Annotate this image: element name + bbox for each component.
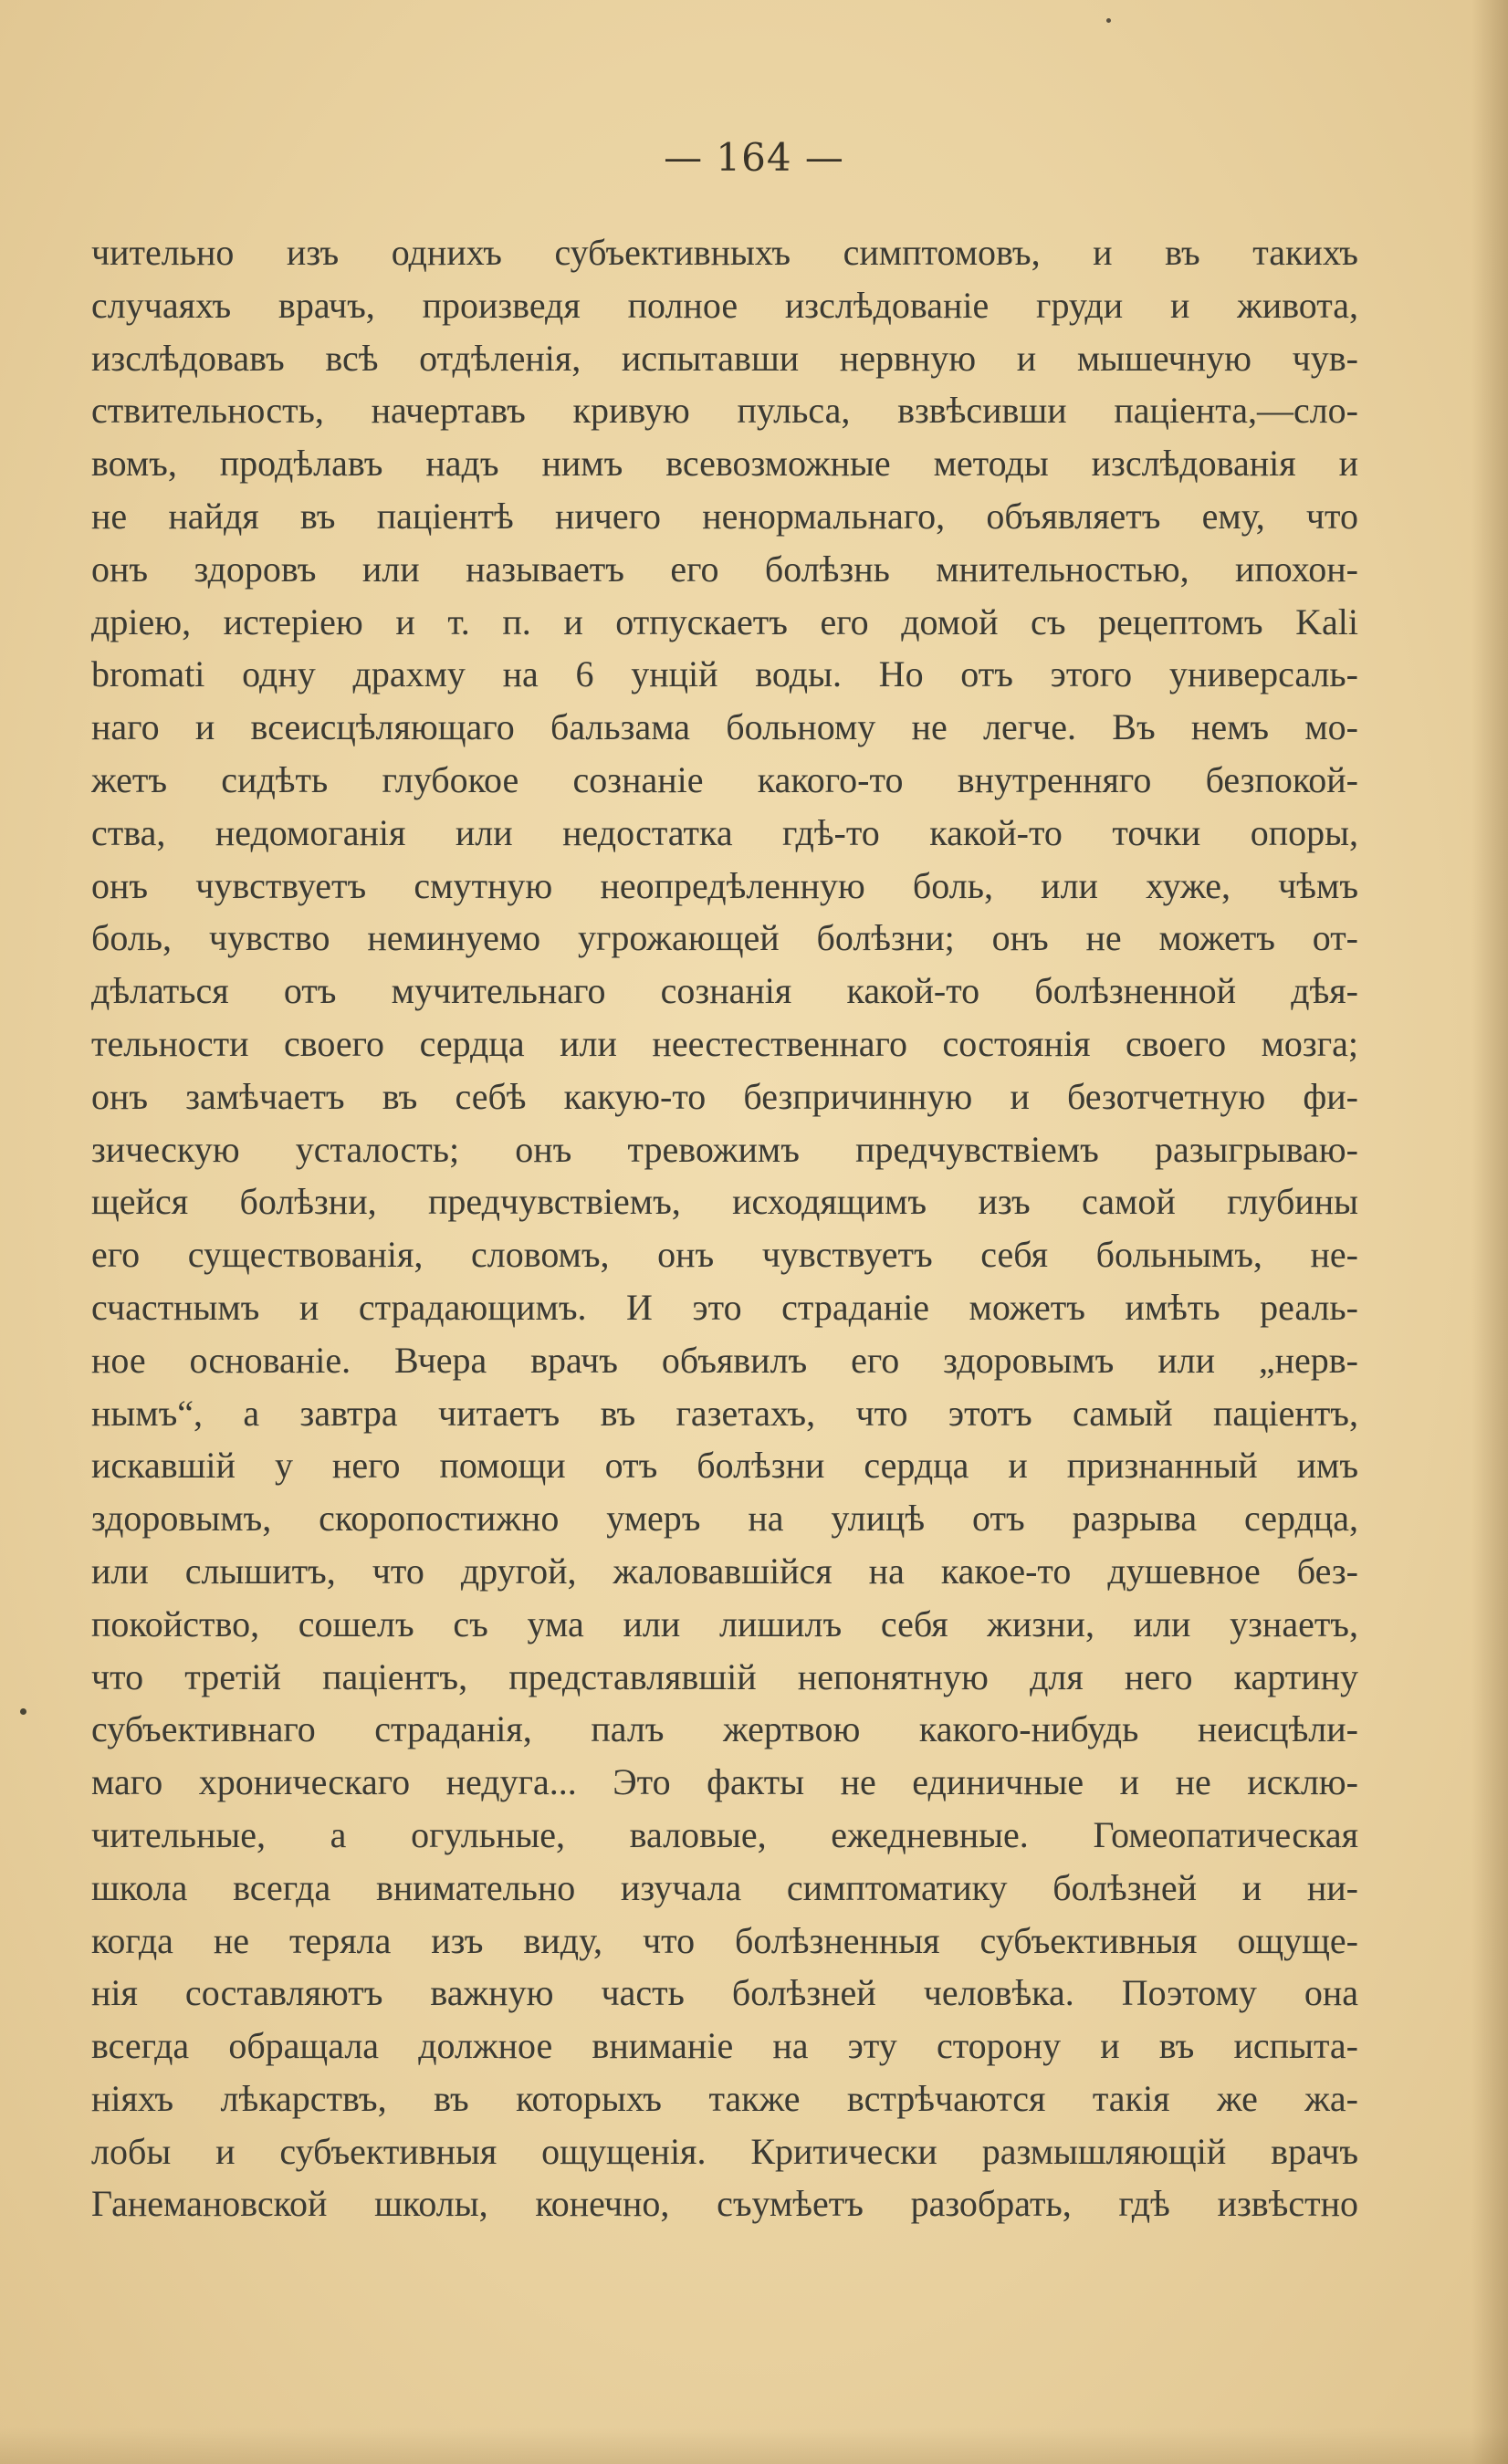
text-line: субъективнаго страданія, палъ жертвою какого-нибудь неисцѣли- (91, 1708, 1358, 1750)
text-line: не найдя въ паціентѣ ничего ненормальнаго, объявляетъ ему, что (91, 495, 1358, 537)
text-line: лобы и субъективныя ощущенія. Критически размышляющій врачъ (91, 2130, 1358, 2172)
text-line: изслѣдовавъ всѣ отдѣленія, испытавши нервную и мышечную чув- (91, 337, 1358, 379)
text-line: ства, недомоганія или недостатка гдѣ-то какой-то точки опоры, (91, 811, 1358, 853)
text-line: чительные, а огульные, валовые, ежедневные. Гомеопатическая (91, 1813, 1358, 1855)
paper-speck (1106, 18, 1111, 23)
text-line: что третій паціентъ, представлявшій непонятную для него картину (91, 1655, 1358, 1697)
text-line: онъ чувствуетъ смутную неопредѣленную боль, или хуже, чѣмъ (91, 864, 1358, 906)
text-line: наго и всеисцѣляющаго бальзама больному не легче. Въ немъ мо- (91, 706, 1358, 748)
text-line: жетъ сидѣть глубокое сознаніе какого-то внутренняго безпокой- (91, 758, 1358, 800)
text-line: искавшій у него помощи отъ болѣзни сердца и признанный имъ (91, 1445, 1358, 1487)
text-line: или слышитъ, что другой, жаловавшійся на какое-то душевное без- (91, 1550, 1358, 1592)
text-line: щейся болѣзни, предчувствіемъ, исходящимъ изъ самой глубины (91, 1181, 1358, 1223)
page-number: — 164 — (664, 135, 844, 180)
text-line: онъ здоровъ или называетъ его болѣзнь мнительностью, ипохон- (91, 548, 1358, 590)
text-line: его существованія, словомъ, онъ чувствуетъ себя больнымъ, не- (91, 1234, 1358, 1276)
text-line: случаяхъ врачъ, произведя полное изслѣдованіе груди и живота, (91, 284, 1358, 326)
text-line: школа всегда внимательно изучала симптоматику болѣзней и ни- (91, 1866, 1358, 1908)
text-line: здоровымъ, скоропостижно умеръ на улицѣ отъ разрыва сердца, (91, 1498, 1358, 1540)
text-line: нія составляютъ важную часть болѣзней человѣка. Поэтому она (91, 1972, 1358, 2014)
text-line: дѣлаться отъ мучительнаго сознанія какой-то болѣзненной дѣя- (91, 970, 1358, 1012)
text-line: всегда обращала должное вниманіе на эту сторону и въ испыта- (91, 2025, 1358, 2067)
text-line: ніяхъ лѣкарствъ, въ которыхъ также встрѣчаются такія же жа- (91, 2077, 1358, 2119)
text-line: покойство, сошелъ съ ума или лишилъ себя жизни, или узнаетъ, (91, 1603, 1358, 1644)
text-line: нымъ“, а завтра читаетъ въ газетахъ, что этотъ самый паціентъ, (91, 1392, 1358, 1434)
text-line: ное основаніе. Вчера врачъ объявилъ его здоровымъ или „нерв- (91, 1339, 1358, 1381)
body-text (91, 226, 1358, 2230)
text-line: чительно изъ однихъ субъективныхъ симптомовъ, и въ такихъ (91, 232, 1358, 273)
text-line: когда не теряла изъ виду, что болѣзненныя субъективныя ощуще- (91, 1919, 1358, 1961)
page-bottom-band (0, 2427, 1508, 2464)
text-line: зическую усталость; онъ тревожимъ предчувствіемъ разыгрываю- (91, 1128, 1358, 1170)
text-line: счастнымъ и страдающимъ. И это страданіе можетъ имѣть реаль- (91, 1286, 1358, 1328)
text-line: боль, чувство неминуемо угрожающей болѣзни; онъ не можетъ от- (91, 917, 1358, 959)
text-line: маго хроническаго недуга... Это факты не единичные и не исклю- (91, 1761, 1358, 1803)
text-line: вомъ, продѣлавъ надъ нимъ всевозможные методы изслѣдованія и (91, 443, 1358, 485)
text-line: дріею, истеріею и т. п. и отпускаетъ его домой съ рецептомъ Kali (91, 600, 1358, 642)
text-line: Ганемановской школы, конечно, съумѣетъ разобрать, гдѣ извѣстно (91, 2183, 1358, 2225)
text-line: онъ замѣчаетъ въ себѣ какую-то безпричинную и безотчетную фи- (91, 1075, 1358, 1117)
text-line: ствительность, начертавъ кривую пульса, взвѣсивши паціента,—сло- (91, 390, 1358, 432)
page-edge-shadow (1471, 0, 1508, 2464)
text-line: bromati одну драхму на 6 унцій воды. Но отъ этого универсаль- (91, 653, 1358, 695)
margin-dot (20, 1708, 26, 1715)
text-line: тельности своего сердца или неестественнаго состоянія своего мозга; (91, 1022, 1358, 1064)
